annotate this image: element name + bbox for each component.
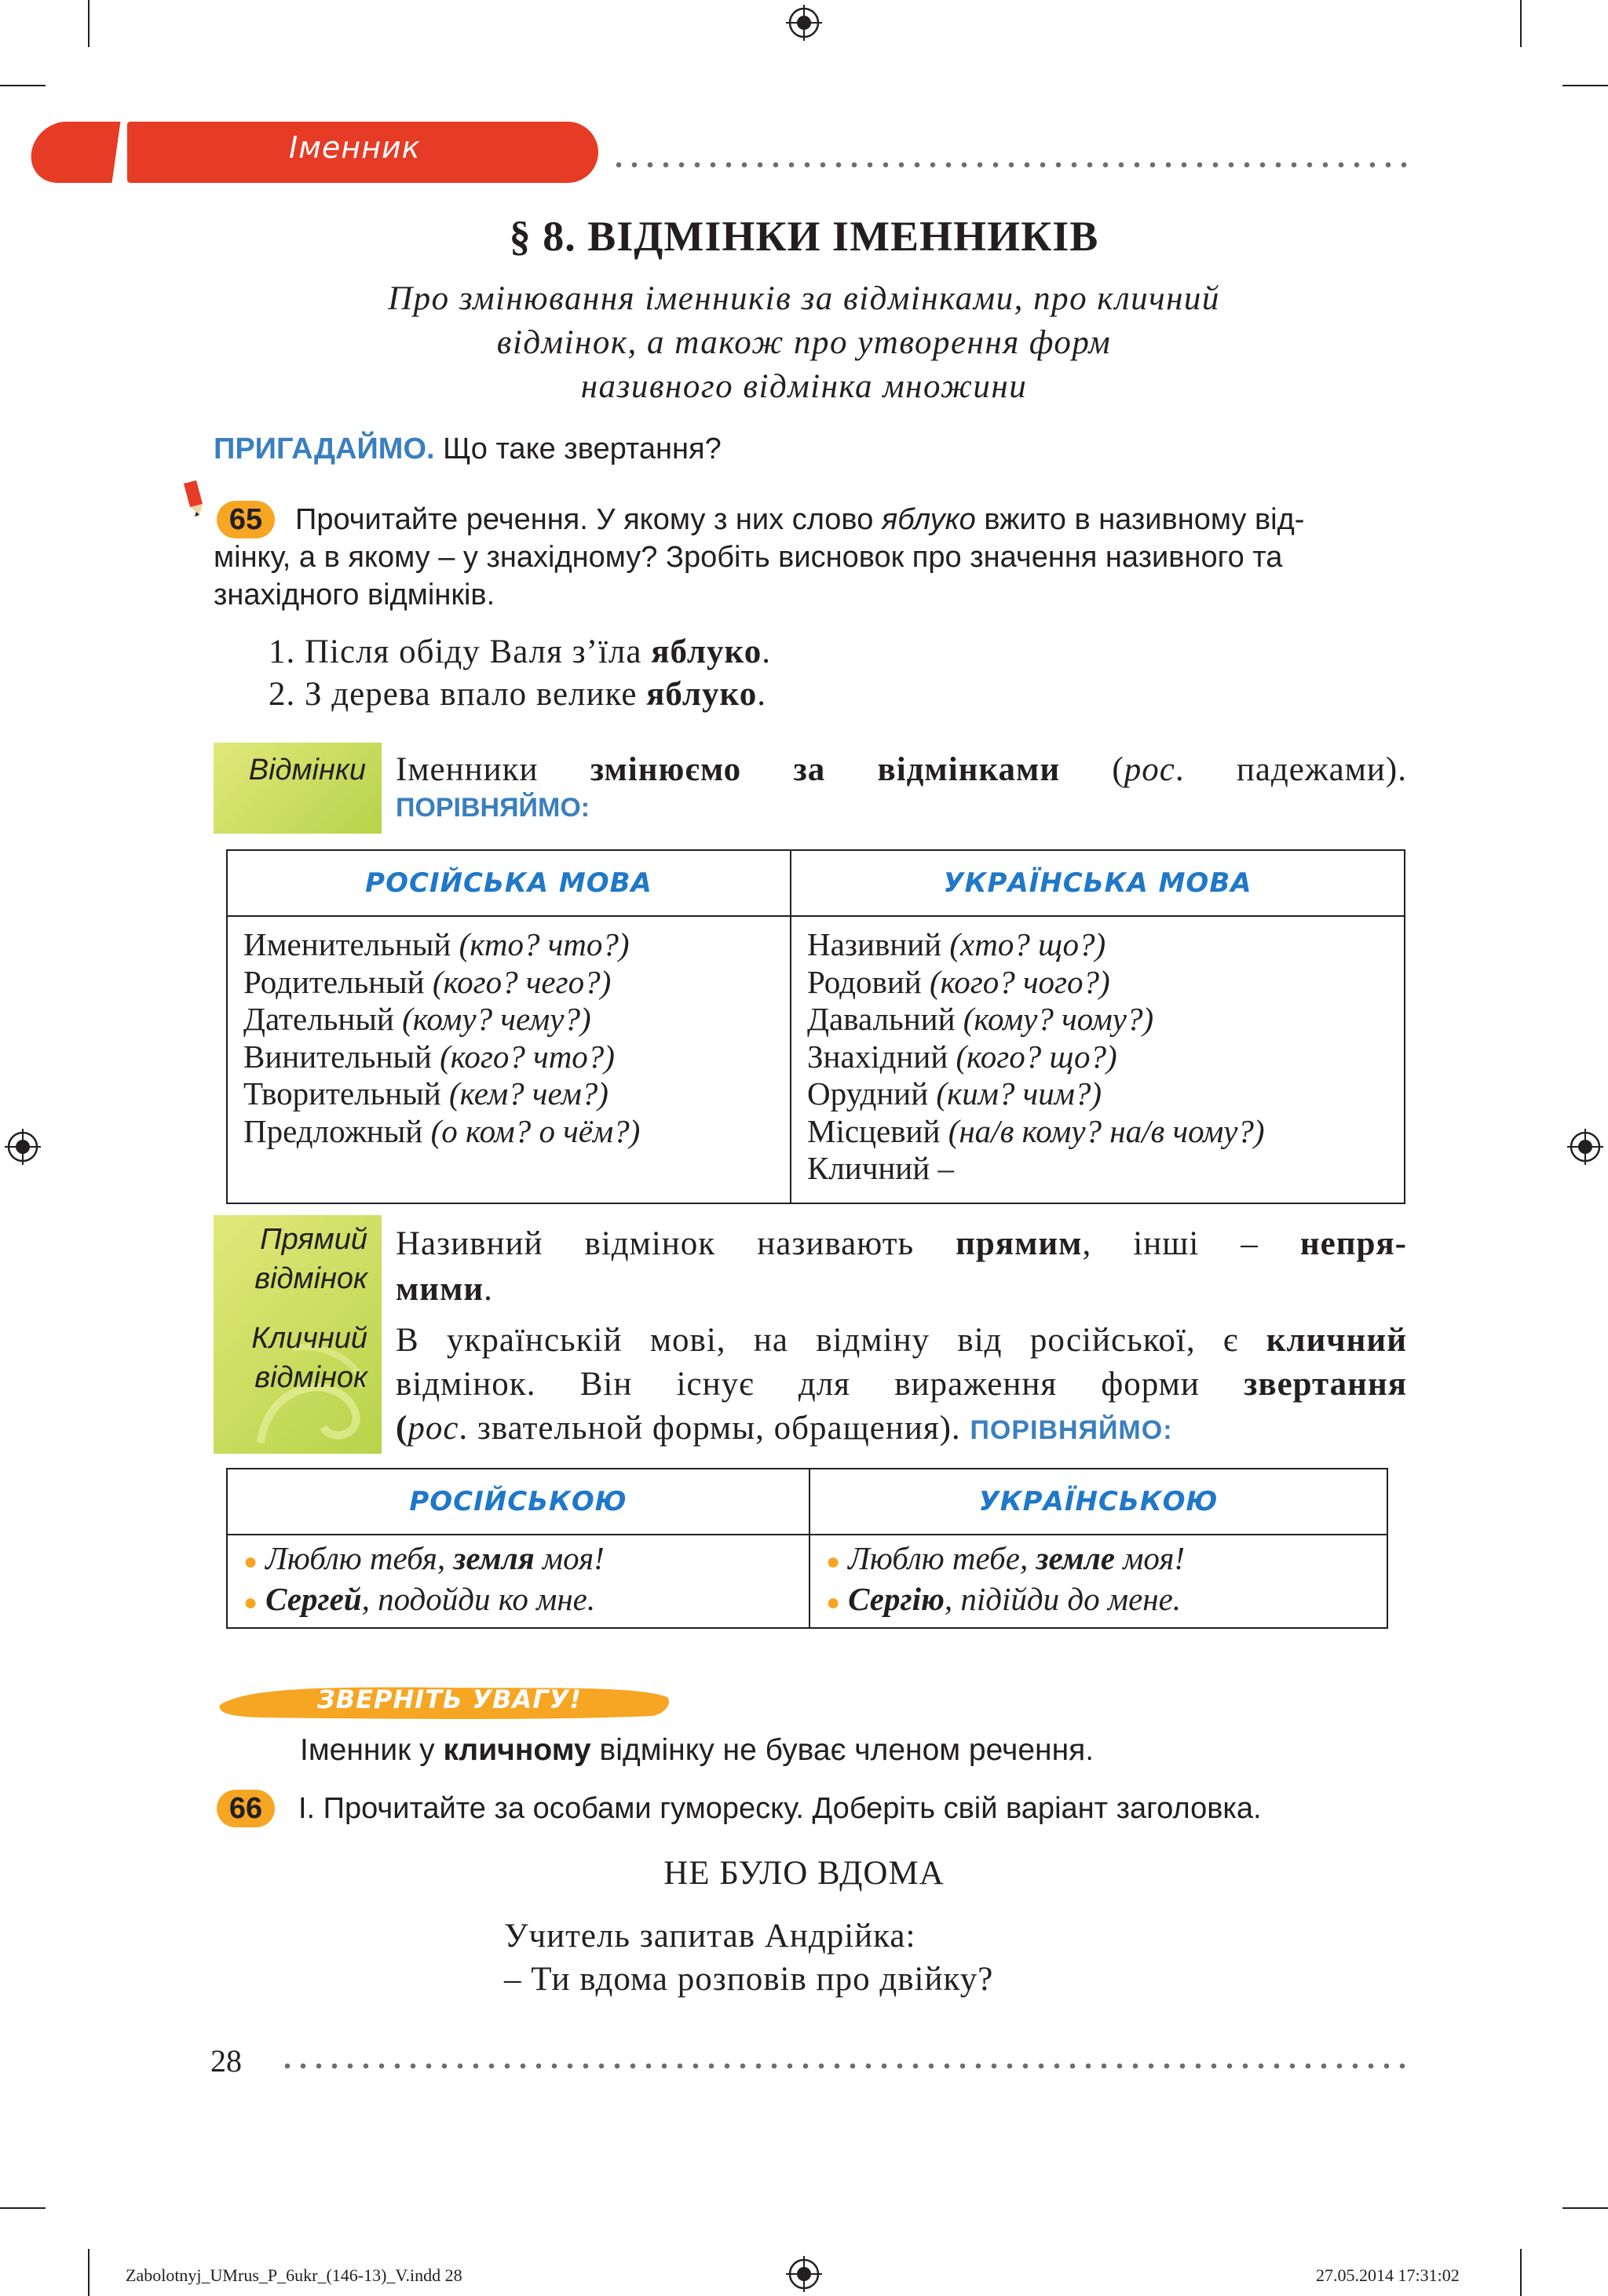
text-run: вжито в називному від- (975, 503, 1305, 536)
recall-question: Що таке звертання? (434, 433, 722, 465)
crop-mark (0, 2207, 46, 2209)
subtitle-line-2: відмінок, а також про утворення форм (496, 324, 1112, 361)
text-run: Іменник у (300, 1733, 444, 1767)
list-item (243, 964, 774, 1002)
case-name: Винительный (243, 1038, 440, 1075)
russian-cases-cell (227, 916, 791, 1203)
case-name: Кличний – (807, 1150, 954, 1186)
text-run: . звательной формы, обращения). (459, 1410, 961, 1447)
case-name: Предложный (243, 1112, 431, 1149)
registration-mark-icon (786, 5, 822, 41)
case-questions: (кого? чего?) (432, 963, 612, 1000)
list-item (243, 1113, 774, 1151)
story-line-1: Учитель запитав Андрійка: (504, 1918, 916, 1955)
text-run-bold: земле (1036, 1540, 1115, 1576)
list-item (807, 1150, 1388, 1188)
text-run-bold: змінюємо за відмінками (590, 751, 1061, 788)
text-run: В українській мові, на відміну від російської, є (396, 1322, 1266, 1359)
case-questions: (кого? что?) (440, 1038, 615, 1075)
label-line: відмінок (254, 1361, 367, 1394)
crop-mark (88, 2249, 90, 2296)
text-run-bold: кличному (443, 1733, 591, 1767)
rule-1-text (396, 750, 1407, 789)
list-item (807, 1038, 1388, 1076)
case-questions: (ким? чим?) (936, 1075, 1102, 1111)
crop-mark (1520, 0, 1522, 47)
list-item (243, 1540, 793, 1581)
margin-label-direct-case (254, 1220, 367, 1298)
text-run: Прочитайте речення. У якому з них слово (295, 503, 882, 536)
text-run: Називний відмінок називають (396, 1225, 956, 1262)
exercise-65-text (214, 501, 1407, 614)
table-row (227, 1535, 1387, 1628)
text-run-bold: земля (453, 1540, 535, 1576)
crop-mark (1520, 2249, 1522, 2296)
case-name: Творительный (243, 1075, 449, 1111)
page-title: § 8. ВІДМІНКИ ІМЕННИКІВ (509, 213, 1099, 260)
margin-box-cases (214, 1215, 382, 1454)
margin-box-vidminky (214, 743, 382, 834)
text-run: . (484, 1271, 493, 1308)
story-title: НЕ БУЛО ВДОМА (663, 1855, 945, 1892)
list-item (807, 964, 1388, 1002)
table-header-russian: РОСІЙСЬКА МОВА (227, 850, 791, 916)
case-questions: (кого? що?) (956, 1038, 1117, 1075)
list-item (807, 1075, 1388, 1113)
section-banner-tab (27, 122, 121, 183)
text-run-bold: непря- (1299, 1225, 1407, 1262)
bullet-icon: ● (826, 1549, 841, 1575)
bullet-icon: ● (243, 1549, 258, 1575)
attention-label: ЗВЕРНІТЬ УВАГУ! (317, 1685, 582, 1714)
label-line: Прямий (260, 1223, 367, 1256)
text-run: Іменники (396, 751, 590, 788)
text-line (396, 1267, 1407, 1312)
rule-2-paragraph-2 (396, 1319, 1407, 1452)
list-item (243, 926, 774, 964)
registration-mark-icon (5, 1129, 41, 1165)
table-header-ukrainian: УКРАЇНСЬКА МОВА (791, 850, 1405, 916)
dotted-rule (611, 162, 1409, 168)
page-number: 28 (210, 2043, 242, 2079)
dotted-rule (280, 2063, 1407, 2069)
text-run: 1. Після обіду Валя з’їла (269, 633, 652, 670)
list-item (243, 1038, 774, 1076)
text-run: відмінок. Він існує для вираження форми (396, 1366, 1244, 1403)
text-line (396, 1363, 1407, 1407)
case-name: Дательный (243, 1001, 403, 1037)
table-header-russian: РОСІЙСЬКОЮ (227, 1469, 809, 1535)
sentence-2 (269, 675, 766, 714)
text-run-italic: моя! (1114, 1540, 1186, 1576)
table-row (227, 916, 1405, 1203)
text-run-italic: рос (1124, 751, 1175, 788)
footer-timestamp: 27.05.2014 17:31:02 (1316, 2265, 1460, 2285)
registration-mark-icon (1567, 1129, 1603, 1165)
case-name: Орудний (807, 1075, 937, 1111)
table-header-row (227, 1469, 1387, 1535)
text-run-bold: мими (396, 1271, 484, 1308)
text-line (396, 1319, 1407, 1363)
list-item (826, 1540, 1371, 1581)
list-item (243, 1075, 774, 1113)
text-line (396, 1407, 1407, 1452)
exercise-65-line-1 (214, 501, 1407, 538)
list-item (243, 1581, 793, 1622)
rule-2-paragraph-1 (396, 1221, 1407, 1312)
text-run-italic: , подойди ко мне. (361, 1580, 596, 1617)
text-run-bold: яблуко (651, 633, 762, 670)
text-run: . падежами). (1175, 751, 1407, 788)
exercise-65-line-3: знахідного відмінків. (214, 579, 495, 611)
case-questions: (на/в кому? на/в чому?) (948, 1112, 1265, 1149)
case-comparison-table (226, 849, 1405, 1204)
case-name: Місцевий (807, 1112, 948, 1149)
case-name: Називний (807, 926, 950, 962)
exercise-65-line-2: мінку, а в якому – у знахідному? Зробіть висновок про значення називного та (214, 541, 1283, 574)
recall-line (214, 430, 722, 468)
label-line: відмінок (254, 1262, 367, 1295)
section-label: Іменник (289, 130, 421, 165)
sentence-1 (269, 633, 771, 671)
text-run-italic: яблуко (881, 503, 976, 536)
case-questions: (кому? чему?) (402, 1001, 591, 1037)
case-questions: (кто? что?) (459, 926, 630, 962)
case-questions: (хто? що?) (949, 926, 1106, 962)
text-run-bold: ( (396, 1410, 408, 1447)
case-questions: (кому? чому?) (963, 1001, 1154, 1037)
text-run-italic: Люблю тебя, (265, 1540, 454, 1576)
text-run-bold: прямим (956, 1225, 1083, 1262)
exercise-66-text: І. Прочитайте за особами гумореску. Доберіть свій варіант заголовка. (298, 1792, 1262, 1825)
text-run-italic: Люблю тебе, (848, 1540, 1036, 1576)
margin-label-vocative-case (251, 1319, 367, 1397)
margin-label-vidminky: Відмінки (248, 754, 366, 787)
ukrainian-examples-cell (809, 1535, 1387, 1628)
crop-mark (88, 0, 90, 47)
crop-mark (1562, 2207, 1608, 2209)
text-run-bold: Сергей (265, 1580, 362, 1617)
recall-label: ПРИГАДАЙМО. (214, 433, 435, 465)
attention-text (300, 1732, 1094, 1769)
table-header-row (227, 850, 1405, 916)
bullet-icon: ● (243, 1589, 258, 1615)
list-item (243, 1001, 774, 1038)
footer-file-info: Zabolotnyj_UMrus_P_6ukr_(146-13)_V.indd 28 (126, 2265, 462, 2285)
table-header-ukrainian: УКРАЇНСЬКОЮ (809, 1469, 1387, 1535)
text-line (396, 1221, 1407, 1267)
case-questions: (кого? чого?) (929, 963, 1110, 1000)
text-run-bold: яблуко (646, 676, 758, 713)
story-line-2: – Ти вдома розповів про двійку? (504, 1961, 994, 1998)
case-name: Давальний (807, 1001, 963, 1037)
text-run-bold: звертання (1244, 1366, 1407, 1403)
case-name: Родовий (807, 963, 930, 1000)
list-item (807, 926, 1388, 964)
russian-examples-cell (227, 1535, 809, 1628)
list-item (807, 1113, 1388, 1151)
text-run: 2. З дерева впало велике (269, 676, 647, 713)
compare-label-1: ПОРІВНЯЙМО: (396, 793, 590, 823)
crop-mark (1562, 85, 1608, 86)
subtitle-line-1: Про змінювання іменників за відмінками, про кличний (388, 280, 1220, 317)
case-questions: (кем? чем?) (448, 1075, 608, 1111)
text-run-bold: кличний (1266, 1322, 1407, 1359)
registration-mark-icon (786, 2256, 822, 2292)
text-run-italic: рос (407, 1410, 459, 1447)
text-run: ( (1060, 751, 1124, 788)
case-name: Знахідний (807, 1038, 956, 1075)
crop-mark (0, 85, 46, 86)
text-run: відмінку не буває членом речення. (590, 1733, 1095, 1767)
bullet-icon: ● (826, 1589, 841, 1615)
exercise-number-66: 66 (217, 1790, 275, 1827)
text-run-italic: , підійди до мене. (944, 1580, 1182, 1617)
compare-label-2: ПОРІВНЯЙМО: (970, 1415, 1173, 1445)
list-item (826, 1581, 1371, 1622)
text-run: , інші – (1082, 1225, 1300, 1262)
exercise-number-65: 65 (217, 501, 275, 538)
label-line: Кличний (251, 1322, 367, 1355)
text-run: . (757, 676, 766, 713)
subtitle-line-3: називного відмінка множини (580, 368, 1028, 405)
text-run-italic: моя! (534, 1540, 605, 1576)
case-name: Родительный (243, 963, 433, 1000)
list-item (807, 1001, 1388, 1038)
case-name: Именительный (243, 926, 459, 962)
ukrainian-cases-cell (791, 916, 1405, 1203)
text-run: . (762, 633, 771, 670)
text-run-bold: Сергію (848, 1580, 945, 1617)
vocative-comparison-table (226, 1468, 1388, 1629)
case-questions: (о ком? о чём?) (430, 1112, 641, 1149)
